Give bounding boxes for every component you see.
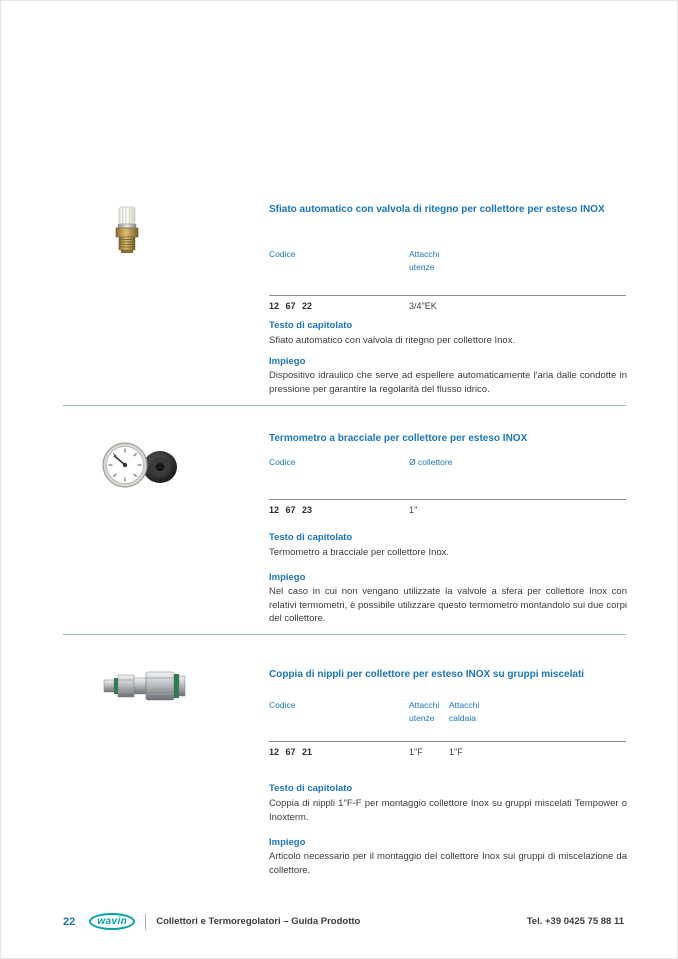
product-title: Coppia di nippli per collettore per esteso INOX su gruppi miscelati: [269, 669, 585, 680]
table-rule: [269, 499, 626, 500]
capitolato-heading: Testo di capitolato: [269, 783, 353, 794]
table-rule: [269, 741, 626, 742]
capitolato-heading: Testo di capitolato: [269, 532, 353, 543]
footer-doc-title: Collettori e Termoregolatori – Guida Prodotto: [156, 916, 361, 927]
impiego-text: Dispositivo idraulico che serve ad espellere automaticamente l'aria dalle condotte in pressione per garantire la regolarità del flusso idrico.: [269, 370, 627, 395]
air-vent-valve-icon: [109, 206, 145, 256]
capitolato-heading: Testo di capitolato: [269, 320, 353, 331]
attacchi-utenze-value: 1"F: [409, 747, 423, 757]
air-vent-valve-image: [109, 206, 145, 261]
wavin-logo-text: wavin: [97, 916, 128, 927]
table-header-attacchi-utenze: Attacchi utenze: [409, 249, 440, 272]
attacchi-caldaia-value: 1"F: [449, 747, 463, 757]
table-header-codice: Codice: [269, 700, 296, 710]
table-header-diametro-collettore: Ø collettore: [409, 457, 453, 467]
nipples-pair-image: [103, 667, 187, 710]
section-separator: [63, 634, 626, 635]
nipples-pair-icon: [103, 667, 187, 705]
page-footer: [63, 913, 624, 930]
capitolato-text: Coppia di nippli 1"F-F per montaggio collettore Inox su gruppi miscelati Tempower o Inoxterm.: [269, 798, 627, 823]
table-header-codice: Codice: [269, 457, 296, 467]
capitolato-text: Sfiato automatico con valvola di ritegno per collettore Inox.: [269, 335, 516, 346]
footer-divider: [145, 914, 146, 930]
diametro-value: 1": [409, 505, 418, 515]
wavin-logo: [89, 913, 135, 930]
product-code: 12 67 21: [269, 747, 313, 757]
product-code: 12 67 23: [269, 505, 313, 515]
section-separator: [63, 405, 626, 406]
impiego-heading: Impiego: [269, 572, 306, 583]
product-title: Sfiato automatico con valvola di ritegno per collettore per esteso INOX: [269, 204, 605, 215]
table-rule: [269, 295, 626, 296]
footer-phone: Tel. +39 0425 75 88 11: [526, 916, 624, 927]
table-header-attacchi-utenze: Attacchi utenze: [409, 700, 440, 723]
impiego-heading: Impiego: [269, 837, 306, 848]
table-header-attacchi-caldaia: Attacchi caldaia: [449, 700, 480, 723]
impiego-text: Nel caso in cui non vengano utilizzate la valvole a sfera per collettore Inox con relativi termometri, è possibile utilizzare questo termometro montandolo sui due corpi del collettore.: [269, 586, 627, 624]
impiego-text: Articolo necessario per il montaggio del collettore Inox sui gruppi di miscelazione da collettore.: [269, 851, 627, 876]
product-title: Termometro a bracciale per collettore per esteso INOX: [269, 433, 528, 444]
table-header-codice: Codice: [269, 249, 296, 259]
attacchi-utenze-value: 3/4"EK: [409, 301, 437, 311]
product-code: 12 67 22: [269, 301, 313, 311]
page-number: 22: [63, 915, 76, 928]
thermometer-image: [101, 440, 181, 497]
impiego-heading: Impiego: [269, 356, 306, 367]
thermometer-icon: [101, 440, 181, 492]
capitolato-text: Termometro a bracciale per collettore Inox.: [269, 547, 450, 558]
